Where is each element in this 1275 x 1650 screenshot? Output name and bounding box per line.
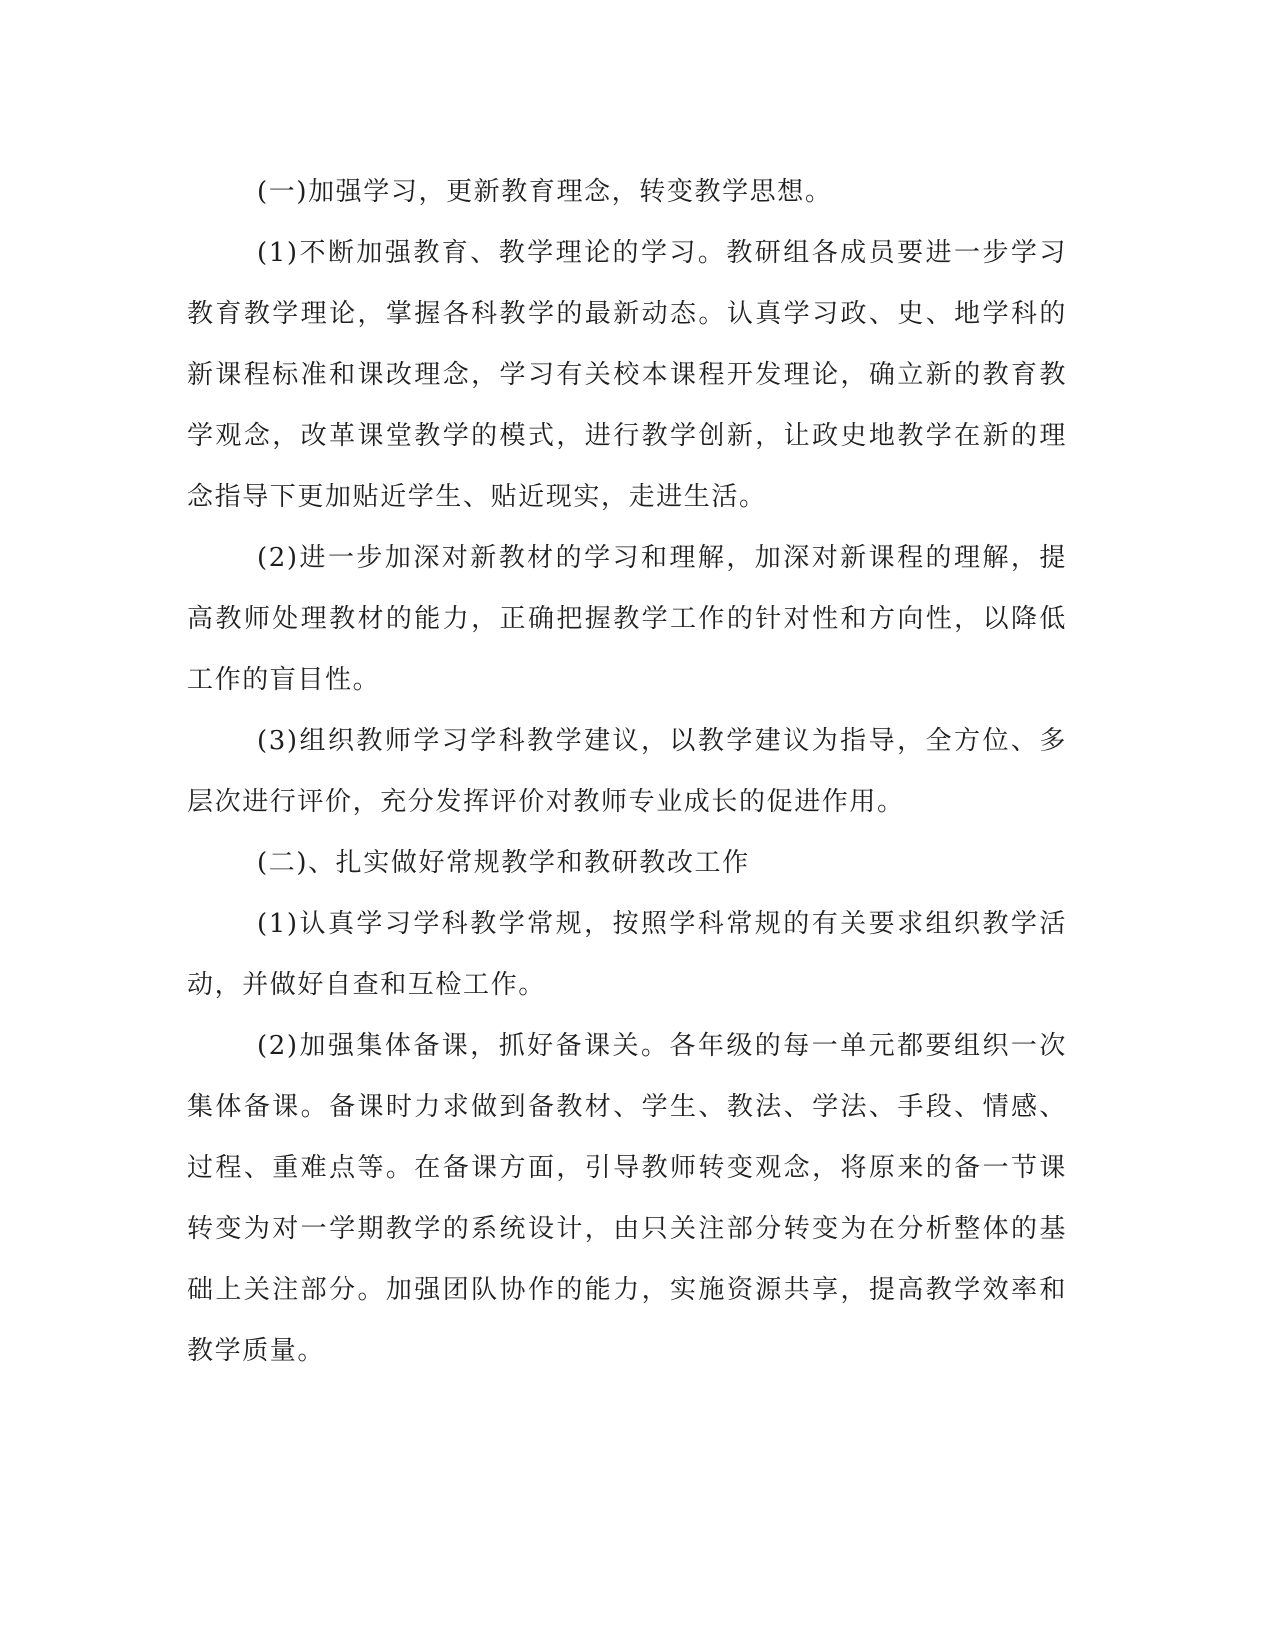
paragraph-1-2: (2)进一步加深对新教材的学习和理解，加深对新课程的理解，提高教师处理教材的能力，正确把握教学工作的针对性和方向性，以降低工作的盲目性。 bbox=[187, 543, 1067, 695]
section-heading-1: (一)加强学习，更新教育理念，转变教学思想。 bbox=[257, 177, 833, 207]
paragraph-1-1: (1)不断加强教育、教学理论的学习。教研组各成员要进一步学习教育教学理论，掌握各科教学的最新动态。认真学习政、史、地学科的新课程标准和课改理念，学习有关校本课程开发理论，确立新的教育教学观念，改革课堂教学的模式，进行教学创新，让政史地教学在新的理念指导下更加贴近学生、贴近现实，走进生活。 bbox=[187, 238, 1067, 512]
paragraph-2-2: (2)加强集体备课，抓好备课关。各年级的每一单元都要组织一次集体备课。备课时力求做到备教材、学生、教法、学法、手段、情感、过程、重难点等。在备课方面，引导教师转变观念，将原来的备一节课转变为对一学期教学的系统设计，由只关注部分转变为在分析整体的基础上关注部分。加强团队协作的能力，实施资源共享，提高教学效率和教学质量。 bbox=[187, 1031, 1067, 1366]
paragraph-1-3: (3)组织教师学习学科教学建议，以教学建议为指导，全方位、多层次进行评价，充分发挥评价对教师专业成长的促进作用。 bbox=[187, 726, 1067, 817]
document-body bbox=[187, 162, 1067, 1382]
section-heading-2: (二)、扎实做好常规教学和教研教改工作 bbox=[257, 848, 750, 878]
paragraph-2-1: (1)认真学习学科教学常规，按照学科常规的有关要求组织教学活动，并做好自查和互检工作。 bbox=[187, 909, 1067, 1000]
